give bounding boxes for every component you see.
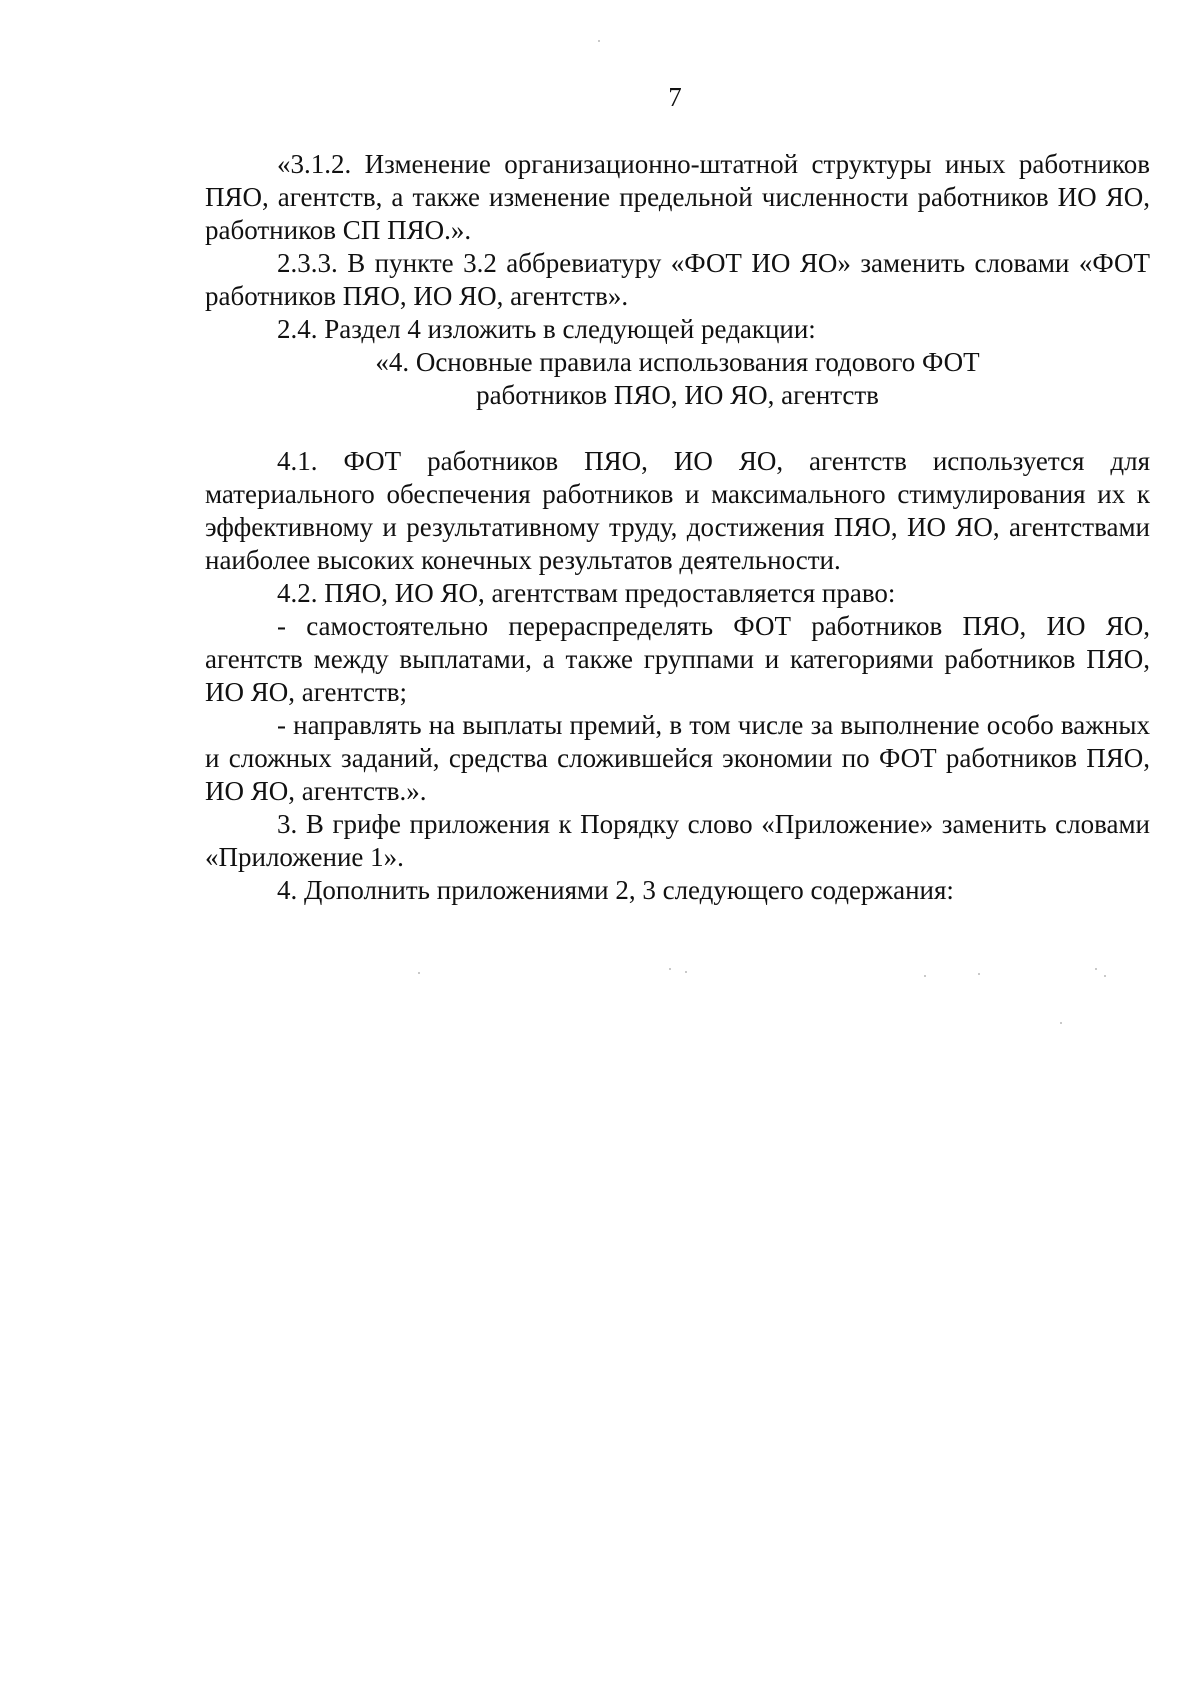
list-item-redistribute: - самостоятельно перераспределять ФОТ работников ПЯО, ИО ЯО, агентств между выплатами, а также группами и категориями работников ПЯО, ИО ЯО, агентств; (205, 611, 1150, 707)
scan-speck (598, 40, 600, 42)
scan-speck (418, 972, 420, 974)
paragraph-2-3-3: 2.3.3. В пункте 3.2 аббревиатуру «ФОТ ИО ЯО» заменить словами «ФОТ работников ПЯО, ИО ЯО, агентств». (205, 248, 1150, 311)
scan-speck (924, 975, 926, 977)
scan-speck (669, 968, 671, 970)
paragraph-3: 3. В грифе приложения к Порядку слово «Приложение» заменить словами «Приложение 1». (205, 809, 1150, 872)
list-item-bonuses: - направлять на выплаты премий, в том числе за выполнение особо важных и сложных заданий, средства сложившейся экономии по ФОТ работников ПЯО, ИО ЯО, агентств.». (205, 710, 1150, 806)
page-number: 7 (668, 82, 682, 112)
paragraph-4-2: 4.2. ПЯО, ИО ЯО, агентствам предоставляется право: (277, 578, 896, 608)
paragraph-4: 4. Дополнить приложениями 2, 3 следующего содержания: (277, 875, 954, 905)
paragraph-2-4: 2.4. Раздел 4 изложить в следующей редакции: (277, 314, 816, 344)
blank-line (205, 412, 1150, 445)
paragraph-3-1-2: «3.1.2. Изменение организационно-штатной структуры иных работников ПЯО, агентств, а также изменение предельной численности работников ИО ЯО, работников СП ПЯО.». (205, 149, 1150, 245)
section-heading-line-2: работников ПЯО, ИО ЯО, агентств (476, 380, 879, 410)
paragraph-4-1: 4.1. ФОТ работников ПЯО, ИО ЯО, агентств используется для материального обеспечения работников и максимального стимулирования их к эффективному и результативному труду, достижения ПЯО, ИО ЯО, агентствами наиболее высоких конечных результатов деятельности. (205, 446, 1150, 575)
scan-speck (1104, 975, 1106, 977)
scan-speck (1060, 1022, 1062, 1024)
document-body (205, 148, 1150, 907)
scan-speck (978, 973, 980, 975)
section-heading-line-1: «4. Основные правила использования годового ФОТ (375, 347, 980, 377)
scan-speck (1095, 968, 1097, 970)
scan-speck (685, 971, 687, 973)
